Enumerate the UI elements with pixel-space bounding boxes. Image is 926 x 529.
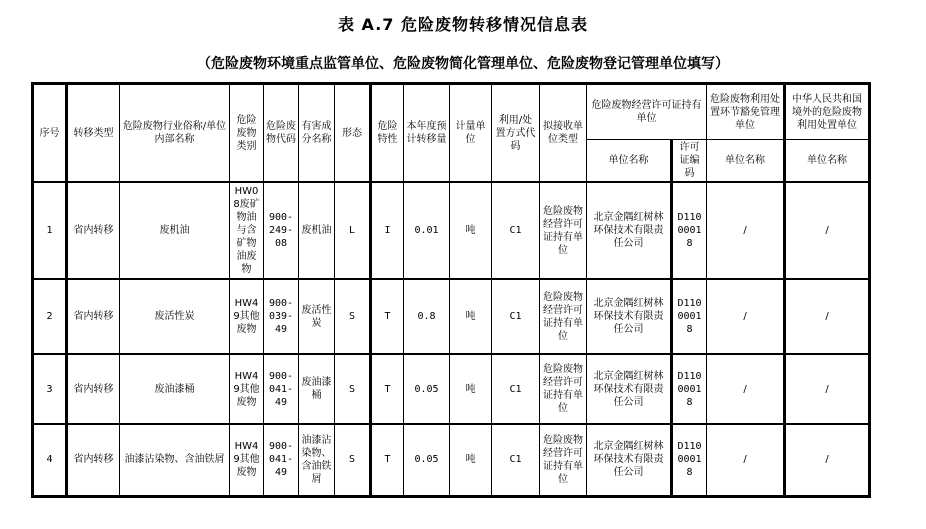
cell-transfer-type: 省内转移 xyxy=(67,354,120,424)
table-row xyxy=(33,279,870,354)
cell-form: S xyxy=(335,354,371,424)
cell-unit: 吨 xyxy=(450,182,492,279)
cell-exempt-unit-name: / xyxy=(707,424,785,496)
cell-waste-category: HW49其他废物 xyxy=(230,354,264,424)
cell-overseas-unit-name: / xyxy=(785,182,870,279)
col-header-waste-code: 危险废物代码 xyxy=(264,84,299,183)
cell-harmful-component: 废油漆桶 xyxy=(299,354,335,424)
cell-annual-transfer: 0.05 xyxy=(404,424,450,496)
cell-form: S xyxy=(335,279,371,354)
cell-waste-code: 900-041-49 xyxy=(264,424,299,496)
col-header-method-code: 利用/处置方式代码 xyxy=(492,84,540,183)
page-subtitle: （危险废物环境重点监管单位、危险废物简化管理单位、危险废物登记管理单位填写） xyxy=(197,56,729,72)
table-row xyxy=(33,424,870,496)
cell-method-code: C1 xyxy=(492,182,540,279)
col-header-form: 形态 xyxy=(335,84,371,183)
cell-form: S xyxy=(335,424,371,496)
cell-unit: 吨 xyxy=(450,279,492,354)
cell-method-code: C1 xyxy=(492,279,540,354)
cell-hazard-property: T xyxy=(371,354,404,424)
cell-receiver-type: 危险废物经营许可证持有单位 xyxy=(540,424,587,496)
cell-waste-name: 废油漆桶 xyxy=(120,354,230,424)
cell-license-code: D11000018 xyxy=(672,279,707,354)
cell-harmful-component: 废机油 xyxy=(299,182,335,279)
table-row xyxy=(33,182,870,279)
cell-license-holder-name: 北京金隅红树林环保技术有限责任公司 xyxy=(587,182,672,279)
col-header-hazard-property: 危险特性 xyxy=(371,84,404,183)
cell-license-holder-name: 北京金隅红树林环保技术有限责任公司 xyxy=(587,279,672,354)
waste-transfer-table xyxy=(31,82,871,498)
col-header-license-holder-name: 单位名称 xyxy=(587,140,672,183)
header-row-groups xyxy=(33,84,870,140)
cell-exempt-unit-name: / xyxy=(707,279,785,354)
cell-hazard-property: I xyxy=(371,182,404,279)
cell-license-holder-name: 北京金隅红树林环保技术有限责任公司 xyxy=(587,354,672,424)
cell-harmful-component: 废活性炭 xyxy=(299,279,335,354)
cell-waste-code: 900-249-08 xyxy=(264,182,299,279)
col-header-harmful-component: 有害成分名称 xyxy=(299,84,335,183)
col-header-annual-transfer: 本年度预计转移量 xyxy=(404,84,450,183)
cell-annual-transfer: 0.05 xyxy=(404,354,450,424)
cell-overseas-unit-name: / xyxy=(785,279,870,354)
cell-transfer-type: 省内转移 xyxy=(67,182,120,279)
col-group-overseas-unit: 中华人民共和国境外的危险废物利用处置单位 xyxy=(785,84,870,140)
col-header-seq: 序号 xyxy=(33,84,67,183)
cell-annual-transfer: 0.01 xyxy=(404,182,450,279)
col-group-license-holder: 危险废物经营许可证持有单位 xyxy=(587,84,707,140)
cell-method-code: C1 xyxy=(492,354,540,424)
col-group-exempt-unit: 危险废物利用处置环节豁免管理单位 xyxy=(707,84,785,140)
col-header-waste-name: 危险废物行业俗称/单位内部名称 xyxy=(120,84,230,183)
cell-waste-category: HW49其他废物 xyxy=(230,279,264,354)
cell-hazard-property: T xyxy=(371,424,404,496)
cell-unit: 吨 xyxy=(450,424,492,496)
cell-license-code: D11000018 xyxy=(672,182,707,279)
page-title: 表 A.7 危险废物转移情况信息表 xyxy=(337,15,589,34)
cell-overseas-unit-name: / xyxy=(785,424,870,496)
cell-seq: 3 xyxy=(33,354,67,424)
cell-license-code: D11000018 xyxy=(672,354,707,424)
cell-waste-category: HW49其他废物 xyxy=(230,424,264,496)
cell-receiver-type: 危险废物经营许可证持有单位 xyxy=(540,279,587,354)
col-header-waste-category: 危险废物类别 xyxy=(230,84,264,183)
cell-license-code: D11000018 xyxy=(672,424,707,496)
cell-seq: 2 xyxy=(33,279,67,354)
col-header-exempt-unit-name: 单位名称 xyxy=(707,140,785,183)
cell-overseas-unit-name: / xyxy=(785,354,870,424)
cell-form: L xyxy=(335,182,371,279)
cell-waste-name: 废机油 xyxy=(120,182,230,279)
cell-waste-category: HW08废矿物油与含矿物油废物 xyxy=(230,182,264,279)
cell-seq: 4 xyxy=(33,424,67,496)
cell-waste-name: 废活性炭 xyxy=(120,279,230,354)
table-row xyxy=(33,354,870,424)
cell-waste-code: 900-041-49 xyxy=(264,354,299,424)
cell-transfer-type: 省内转移 xyxy=(67,279,120,354)
cell-transfer-type: 省内转移 xyxy=(67,424,120,496)
cell-license-holder-name: 北京金隅红树林环保技术有限责任公司 xyxy=(587,424,672,496)
cell-receiver-type: 危险废物经营许可证持有单位 xyxy=(540,354,587,424)
cell-exempt-unit-name: / xyxy=(707,354,785,424)
col-header-unit: 计量单位 xyxy=(450,84,492,183)
cell-waste-name: 油漆沾染物、含油铁屑 xyxy=(120,424,230,496)
col-header-license-code: 许可证编码 xyxy=(672,140,707,183)
cell-hazard-property: T xyxy=(371,279,404,354)
cell-waste-code: 900-039-49 xyxy=(264,279,299,354)
cell-method-code: C1 xyxy=(492,424,540,496)
cell-unit: 吨 xyxy=(450,354,492,424)
cell-harmful-component: 油漆沾染物、含油铁屑 xyxy=(299,424,335,496)
col-header-overseas-unit-name: 单位名称 xyxy=(785,140,870,183)
col-header-transfer-type: 转移类型 xyxy=(67,84,120,183)
cell-annual-transfer: 0.8 xyxy=(404,279,450,354)
cell-receiver-type: 危险废物经营许可证持有单位 xyxy=(540,182,587,279)
cell-exempt-unit-name: / xyxy=(707,182,785,279)
col-header-receiver-type: 拟接收单位类型 xyxy=(540,84,587,183)
cell-seq: 1 xyxy=(33,182,67,279)
